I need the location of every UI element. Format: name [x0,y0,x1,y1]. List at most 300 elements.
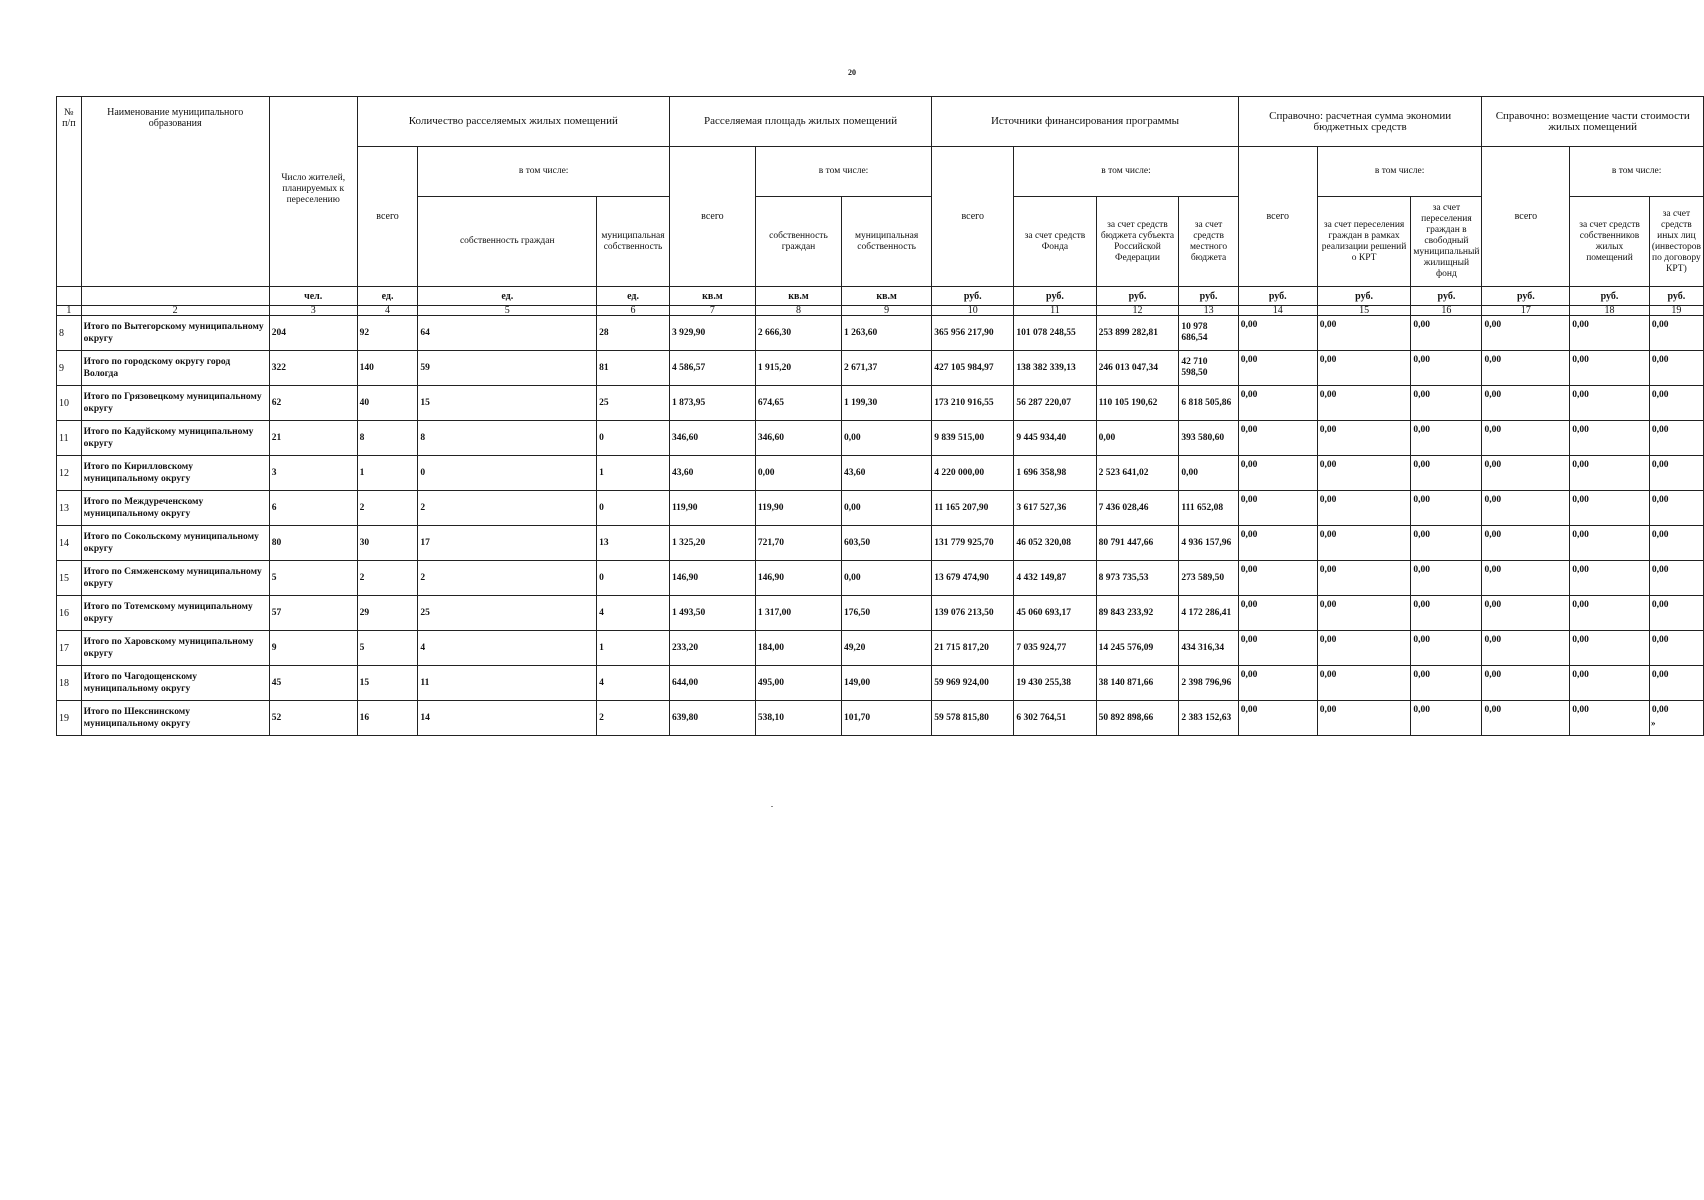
value-cell: 365 956 217,90 [932,316,1014,351]
column-number: 8 [755,306,841,316]
unit-cell: кв.м [755,287,841,306]
value-cell: 5 [357,631,418,666]
value-cell: 0,00 [842,491,932,526]
header-residents: Число жителей, планируемых к переселению [269,97,357,287]
value-cell: 80 791 447,66 [1096,526,1179,561]
value-cell: 0,00 [1238,526,1317,561]
header-savings-total: всего [1238,147,1317,287]
value-cell: 184,00 [755,631,841,666]
value-cell: 538,10 [755,701,841,736]
column-number: 4 [357,306,418,316]
value-cell: 3 929,90 [669,316,755,351]
value-cell: 146,90 [755,561,841,596]
value-cell: 62 [269,386,357,421]
value-cell: 434 316,34 [1179,631,1238,666]
value-cell: 0 [597,421,670,456]
value-cell: 7 035 924,77 [1014,631,1096,666]
value-cell: 0,00 [1482,491,1570,526]
value-cell: 0,00 [1482,631,1570,666]
value-cell: 0,00 [1317,351,1411,386]
value-cell: 43,60 [842,456,932,491]
value-cell: 0,00 [1649,631,1703,666]
unit-cell: руб. [1482,287,1570,306]
unit-cell: кв.м [842,287,932,306]
value-cell: 0,00 [1317,631,1411,666]
value-cell: 28 [597,316,670,351]
value-cell: 0,00 [1649,351,1703,386]
unit-cell: чел. [269,287,357,306]
unit-cell-blank [57,287,82,306]
column-number: 2 [81,306,269,316]
value-cell: 3 [269,456,357,491]
table-row [57,491,1704,526]
unit-cell: руб. [1014,287,1096,306]
value-cell: 11 [418,666,597,701]
value-cell: 322 [269,351,357,386]
unit-cell: руб. [1179,287,1238,306]
value-cell: 0,00 [1411,316,1482,351]
scan-speck [771,806,773,807]
column-number: 15 [1317,306,1411,316]
value-cell: 10 978 686,54 [1179,316,1238,351]
value-cell: 2 671,37 [842,351,932,386]
value-cell: 644,00 [669,666,755,701]
value-cell: 0,00 [1238,316,1317,351]
column-number: 1 [57,306,82,316]
column-number: 6 [597,306,670,316]
value-cell: 52 [269,701,357,736]
value-cell: 43,60 [669,456,755,491]
value-cell: 0,00 [1238,631,1317,666]
value-cell: 0,00 [1411,421,1482,456]
header-funding-subject-budget: за счет средств бюджета субъекта Российской Федерации [1096,197,1179,287]
value-cell: 140 [357,351,418,386]
value-cell: 0,00 [1570,491,1650,526]
value-cell: 15 [418,386,597,421]
column-number: 3 [269,306,357,316]
header-savings-krt: за счет переселения граждан в рамках реализации решений о КРТ [1317,197,1411,287]
value-cell: 0,00 [1411,456,1482,491]
value-cell: 0,00 [1482,596,1570,631]
value-cell: 119,90 [755,491,841,526]
header-count-municipal: муниципальная собственность [597,197,670,287]
unit-cell: руб. [1411,287,1482,306]
value-cell: 1 873,95 [669,386,755,421]
header-count-including: в том числе: [418,147,670,197]
value-cell: 1 199,30 [842,386,932,421]
value-cell: 57 [269,596,357,631]
value-cell: 16 [357,701,418,736]
value-cell: 0,00 [1238,351,1317,386]
value-cell: 0,00 [1317,596,1411,631]
municipality-name: Итого по Сямженскому муниципальному округу [81,561,269,596]
value-cell: 0,00 [842,421,932,456]
column-number: 17 [1482,306,1570,316]
row-number: 19 [57,701,82,736]
value-cell: 721,70 [755,526,841,561]
value-cell: 59 969 924,00 [932,666,1014,701]
municipality-name: Итого по Шекснинскому муниципальному округу [81,701,269,736]
value-cell: 0,00 [1317,561,1411,596]
value-cell: 2 523 641,02 [1096,456,1179,491]
municipality-name: Итого по Чагодощенскому муниципальному округу [81,666,269,701]
municipality-name: Итого по Междуреченскому муниципальному округу [81,491,269,526]
value-cell: 0,00 [1570,316,1650,351]
value-cell: 0,00 [1649,666,1703,701]
value-cell: 1 263,60 [842,316,932,351]
value-cell: 4 220 000,00 [932,456,1014,491]
value-cell: 64 [418,316,597,351]
header-area-owned-citizens: собственность граждан [755,197,841,287]
municipality-name: Итого по Харовскому муниципальному округу [81,631,269,666]
value-cell: 1 325,20 [669,526,755,561]
value-cell: 0,00 [1411,666,1482,701]
row-number: 18 [57,666,82,701]
unit-cell: ед. [418,287,597,306]
column-number: 9 [842,306,932,316]
value-cell: 1 317,00 [755,596,841,631]
value-cell: 0,00 [1411,631,1482,666]
value-cell: 2 [357,561,418,596]
value-cell: 0,00 [1238,491,1317,526]
value-cell: 15 [357,666,418,701]
value-cell: 427 105 984,97 [932,351,1014,386]
value-cell: 0,00 [1570,596,1650,631]
unit-cell: руб. [1096,287,1179,306]
table-row [57,351,1704,386]
value-cell: 89 843 233,92 [1096,596,1179,631]
value-cell: 25 [418,596,597,631]
value-cell: 0,00 [1317,316,1411,351]
value-cell: 2 [418,491,597,526]
value-cell: 176,50 [842,596,932,631]
value-cell: 0,00 [1317,386,1411,421]
value-cell: 0,00 [755,456,841,491]
column-number: 18 [1570,306,1650,316]
value-cell: 4 172 286,41 [1179,596,1238,631]
value-cell: 0,00 [1411,351,1482,386]
header-compensation-total: всего [1482,147,1570,287]
value-cell: 0,00 [1482,561,1570,596]
value-cell: 0,00 [1649,561,1703,596]
header-area-total: всего [669,147,755,287]
value-cell: 0,00 [1411,386,1482,421]
value-cell: 19 430 255,38 [1014,666,1096,701]
row-number: 9 [57,351,82,386]
value-cell: 0,00 [1238,596,1317,631]
value-cell: 13 [597,526,670,561]
municipality-name: Итого по Тотемскому муниципальному округу [81,596,269,631]
header-num: № п/п [57,97,82,287]
header-group-count: Количество расселяемых жилых помещений [357,97,669,147]
row-number: 14 [57,526,82,561]
value-cell: 0,00 [1411,491,1482,526]
resettlement-table-wrap [56,96,1704,736]
value-cell: 204 [269,316,357,351]
header-funding-local-budget: за счет средств местного бюджета [1179,197,1238,287]
header-name: Наименование муниципального образования [81,97,269,287]
value-cell: 139 076 213,50 [932,596,1014,631]
unit-cell-blank [81,287,269,306]
header-savings-free-fund: за счет переселения граждан в свободный муниципальный жилищный фонд [1411,197,1482,287]
value-cell: 0,00 [1482,421,1570,456]
value-cell: 4 [597,666,670,701]
value-cell: 1 696 358,98 [1014,456,1096,491]
column-number: 12 [1096,306,1179,316]
value-cell: 253 899 282,81 [1096,316,1179,351]
value-cell: 2 666,30 [755,316,841,351]
row-number: 10 [57,386,82,421]
value-cell: 2 [597,701,670,736]
municipality-name: Итого по Вытегорскому муниципальному округу [81,316,269,351]
value-cell: 50 892 898,66 [1096,701,1179,736]
value-cell: 21 [269,421,357,456]
value-cell: 173 210 916,55 [932,386,1014,421]
value-cell: 17 [418,526,597,561]
value-cell: 246 013 047,34 [1096,351,1179,386]
value-cell: 639,80 [669,701,755,736]
value-cell: 0,00 [1238,561,1317,596]
value-cell: 603,50 [842,526,932,561]
header-funding-including: в том числе: [1014,147,1238,197]
header-area-including: в том числе: [755,147,931,197]
header-compensation-including: в том числе: [1570,147,1704,197]
value-cell: 0,00 [1570,351,1650,386]
column-number: 14 [1238,306,1317,316]
table-row [57,561,1704,596]
value-cell: 0,00 [1317,666,1411,701]
value-cell: 0,00 [1317,526,1411,561]
table-row [57,316,1704,351]
value-cell: 101,70 [842,701,932,736]
header-compensation-owners: за счет средств собственников жилых помещений [1570,197,1650,287]
table-row [57,526,1704,561]
header-group-compensation: Справочно: возмещение части стоимости жилых помещений [1482,97,1704,147]
value-cell: 393 580,60 [1179,421,1238,456]
unit-cell: руб. [932,287,1014,306]
value-cell: 13 679 474,90 [932,561,1014,596]
municipality-name: Итого по Кадуйскому муниципальному округу [81,421,269,456]
value-cell: 346,60 [755,421,841,456]
value-cell: 0,00 [1570,561,1650,596]
resettlement-table [56,96,1704,736]
header-group-savings: Справочно: расчетная сумма экономии бюджетных средств [1238,97,1482,147]
unit-cell: кв.м [669,287,755,306]
column-number: 10 [932,306,1014,316]
value-cell: 21 715 817,20 [932,631,1014,666]
column-number: 16 [1411,306,1482,316]
value-cell: 0,00 [1649,526,1703,561]
value-cell: 4 432 149,87 [1014,561,1096,596]
value-cell: 1 [357,456,418,491]
value-cell: 0,00 [1649,386,1703,421]
value-cell: 59 [418,351,597,386]
table-row [57,666,1704,701]
header-count-total: всего [357,147,418,287]
value-cell: 146,90 [669,561,755,596]
value-cell: 0,00 [1570,421,1650,456]
header-funding-fund: за счет средств Фонда [1014,197,1096,287]
value-cell: 0,00 [1570,631,1650,666]
unit-cell: руб. [1649,287,1703,306]
column-numbers-row [57,306,1704,316]
value-cell: 2 398 796,96 [1179,666,1238,701]
value-cell: 0,00 [1317,491,1411,526]
value-cell: 9 839 515,00 [932,421,1014,456]
value-cell: 40 [357,386,418,421]
value-cell: 0,00 [1238,421,1317,456]
value-cell: 119,90 [669,491,755,526]
row-number: 13 [57,491,82,526]
value-cell: 38 140 871,66 [1096,666,1179,701]
page-number: 20 [848,68,856,77]
table-row [57,421,1704,456]
value-cell: 233,20 [669,631,755,666]
header-funding-total: всего [932,147,1014,287]
value-cell: 42 710 598,50 [1179,351,1238,386]
value-cell: 0,00 [1238,386,1317,421]
header-compensation-investors: за счет средств иных лиц (инвесторов по договору КРТ) [1649,197,1703,287]
value-cell: 2 [357,491,418,526]
value-cell: 495,00 [755,666,841,701]
value-cell: 0,00 [842,561,932,596]
value-cell: 5 [269,561,357,596]
header-savings-including: в том числе: [1317,147,1482,197]
value-cell: 80 [269,526,357,561]
municipality-name: Итого по городскому округу город Вологда [81,351,269,386]
closing-quote-mark: » [1651,718,1656,728]
value-cell: 4 [418,631,597,666]
value-cell: 0,00 [1649,421,1703,456]
value-cell: 0,00 [1411,526,1482,561]
value-cell: 0,00 [1482,316,1570,351]
value-cell: 0,00 [1570,386,1650,421]
row-number: 11 [57,421,82,456]
header-group-area: Расселяемая площадь жилых помещений [669,97,931,147]
value-cell: 9 445 934,40 [1014,421,1096,456]
value-cell: 0,00 [1649,456,1703,491]
value-cell: 45 060 693,17 [1014,596,1096,631]
value-cell: 0,00 [1411,596,1482,631]
value-cell: 0,00 [1482,526,1570,561]
table-row [57,456,1704,491]
value-cell: 138 382 339,13 [1014,351,1096,386]
column-number: 19 [1649,306,1703,316]
value-cell: 2 [418,561,597,596]
value-cell: 0,00 [1649,316,1703,351]
value-cell: 4 936 157,96 [1179,526,1238,561]
value-cell: 30 [357,526,418,561]
value-cell: 6 818 505,86 [1179,386,1238,421]
value-cell: 49,20 [842,631,932,666]
value-cell: 674,65 [755,386,841,421]
value-cell: 0,00 [1482,666,1570,701]
value-cell: 0,00 [1482,386,1570,421]
row-number: 8 [57,316,82,351]
column-number: 7 [669,306,755,316]
row-number: 15 [57,561,82,596]
value-cell: 0,00 [1570,526,1650,561]
value-cell: 0,00 [1482,701,1570,736]
value-cell: 6 [269,491,357,526]
value-cell: 273 589,50 [1179,561,1238,596]
value-cell: 7 436 028,46 [1096,491,1179,526]
value-cell: 1 493,50 [669,596,755,631]
value-cell: 29 [357,596,418,631]
value-cell: 1 [597,456,670,491]
column-number: 5 [418,306,597,316]
unit-cell: ед. [357,287,418,306]
value-cell: 131 779 925,70 [932,526,1014,561]
value-cell: 1 [597,631,670,666]
value-cell: 1 915,20 [755,351,841,386]
value-cell: 346,60 [669,421,755,456]
value-cell: 11 165 207,90 [932,491,1014,526]
unit-cell: ед. [597,287,670,306]
value-cell: 46 052 320,08 [1014,526,1096,561]
value-cell: 14 [418,701,597,736]
value-cell: 0,00 [1649,701,1703,736]
value-cell: 0,00 [1317,701,1411,736]
value-cell: 4 [597,596,670,631]
value-cell: 45 [269,666,357,701]
value-cell: 81 [597,351,670,386]
row-number: 12 [57,456,82,491]
unit-cell: руб. [1317,287,1411,306]
value-cell: 110 105 190,62 [1096,386,1179,421]
value-cell: 0 [418,456,597,491]
municipality-name: Итого по Сокольскому муниципальному округу [81,526,269,561]
value-cell: 0,00 [1411,561,1482,596]
value-cell: 149,00 [842,666,932,701]
table-row [57,386,1704,421]
value-cell: 8 973 735,53 [1096,561,1179,596]
value-cell: 0,00 [1179,456,1238,491]
value-cell: 0,00 [1649,491,1703,526]
column-number: 13 [1179,306,1238,316]
value-cell: 0,00 [1096,421,1179,456]
header-group-funding: Источники финансирования программы [932,97,1239,147]
value-cell: 0,00 [1317,421,1411,456]
value-cell: 25 [597,386,670,421]
municipality-name: Итого по Грязовецкому муниципальному округу [81,386,269,421]
value-cell: 2 383 152,63 [1179,701,1238,736]
value-cell: 0,00 [1238,456,1317,491]
value-cell: 0,00 [1238,666,1317,701]
value-cell: 0 [597,491,670,526]
value-cell: 101 078 248,55 [1014,316,1096,351]
value-cell: 0,00 [1482,351,1570,386]
value-cell: 56 287 220,07 [1014,386,1096,421]
unit-cell: руб. [1570,287,1650,306]
table-row [57,631,1704,666]
unit-cell: руб. [1238,287,1317,306]
municipality-name: Итого по Кирилловскому муниципальному округу [81,456,269,491]
value-cell: 6 302 764,51 [1014,701,1096,736]
value-cell: 8 [357,421,418,456]
value-cell: 0,00 [1238,701,1317,736]
table-body [57,316,1704,736]
table-row [57,701,1704,736]
row-number: 16 [57,596,82,631]
value-cell: 0,00 [1482,456,1570,491]
header-count-owned-citizens: собственность граждан [418,197,597,287]
units-row [57,287,1704,306]
row-number: 17 [57,631,82,666]
value-cell: 3 617 527,36 [1014,491,1096,526]
value-cell: 92 [357,316,418,351]
value-cell: 0,00 [1570,456,1650,491]
